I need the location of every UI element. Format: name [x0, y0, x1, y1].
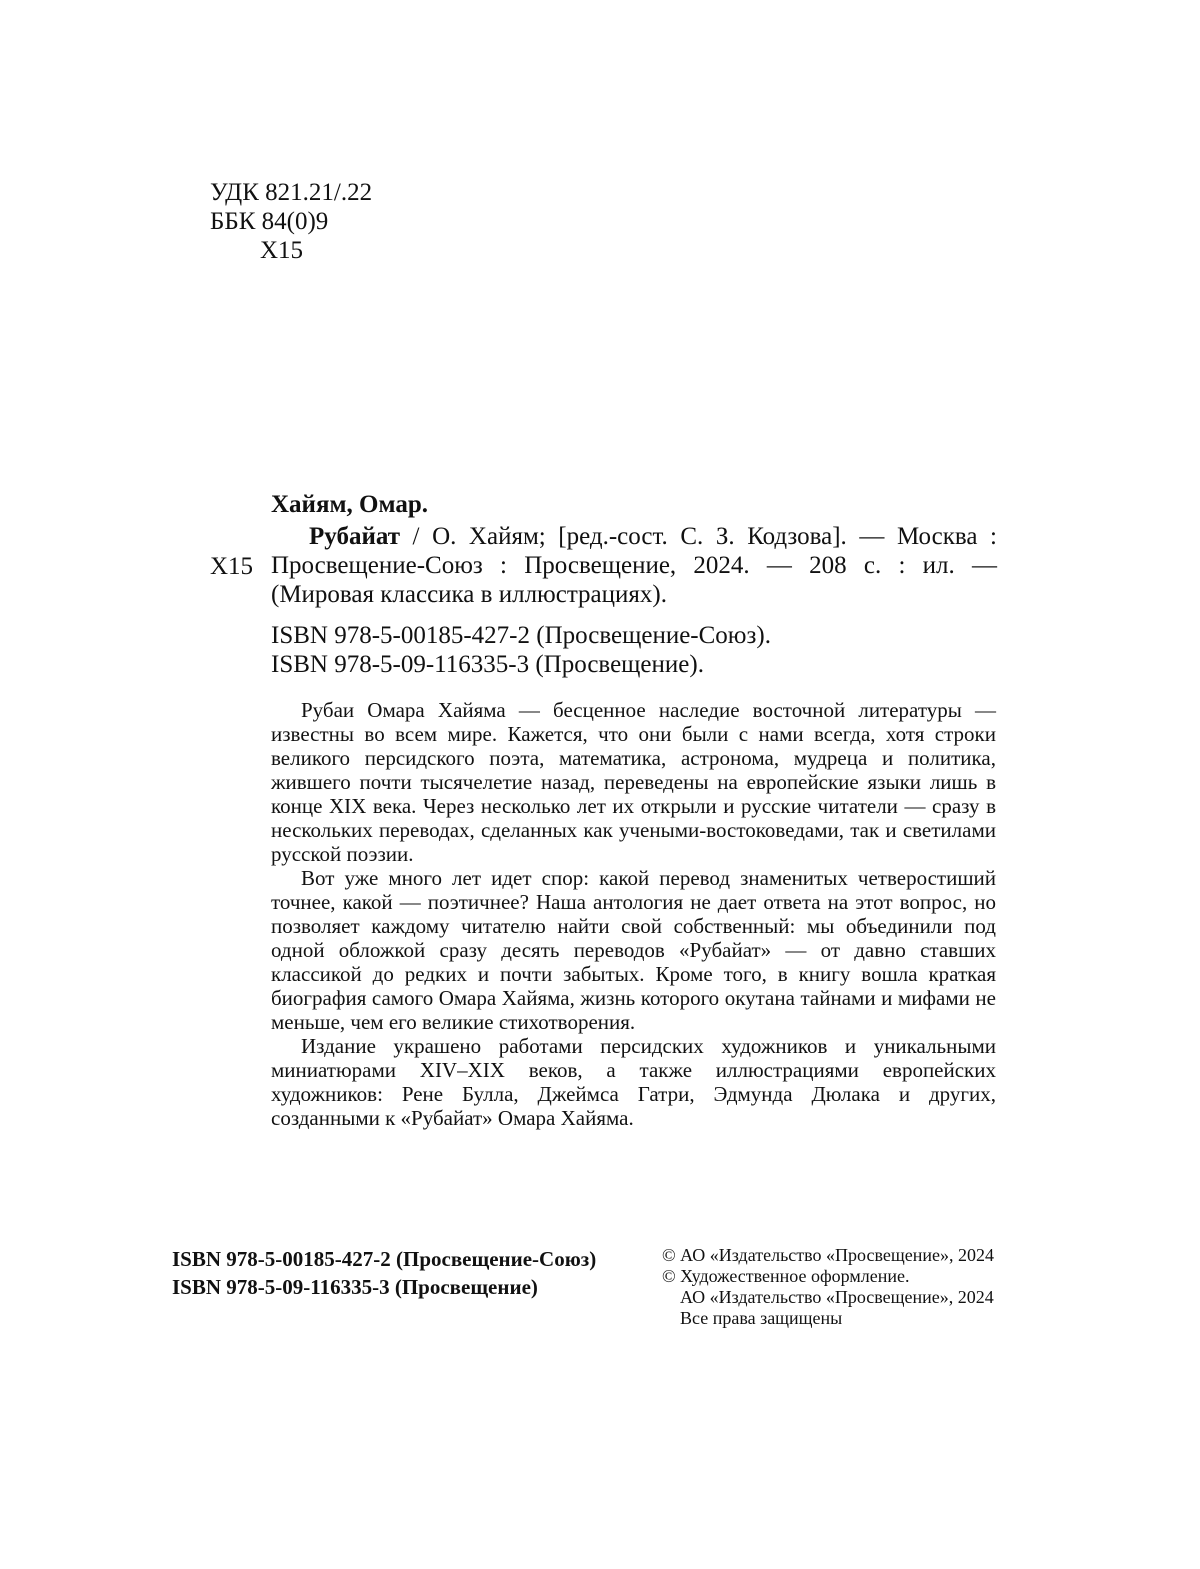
udk-code: УДК 821.21/.22: [210, 179, 373, 206]
record-isbn: ISBN 978-5-09-116335-3 (Просвещение).: [271, 651, 704, 678]
footer-isbn: ISBN 978-5-00185-427-2 (Просвещение-Союз): [172, 1247, 597, 1271]
copyright-line: АО «Издательство «Просвещение», 2024: [680, 1287, 994, 1307]
copyright-block: [662, 1245, 994, 1329]
copyright-line: © АО «Издательство «Просвещение», 2024: [662, 1245, 994, 1265]
record-isbn-list: [271, 621, 771, 679]
record-author-sign: Х15: [210, 553, 254, 580]
annotation-paragraph: Вот уже много лет идет спор: какой перевод знаменитых четверостиший точнее, какой — поэтичнее? Наша антология не дает ответа на этот вопрос, но позволяет каждому читателю найти свой собственный: мы объединили под одной обложкой сразу десять переводов «Рубайат» — от давно ставших классикой до редких и почти забытых. Кроме того, в книгу вошла краткая биография самого Омара Хайяма, жизнь которого окутана тайнами и мифами не меньше, чем его великие стихотворения.: [271, 866, 996, 1034]
annotation-paragraph: Рубаи Омара Хайяма — бесценное наследие восточной литературы — известны во всем мире. Кажется, что они были с нами всегда, хотя строки великого персидского поэта, математика, астронома, мудреца и политика, жившего почти тысячелетие назад, переведены на европейские языки лишь в конце XIX века. Через несколько лет их открыли и русские читатели — сразу в нескольких переводах, сделанных как учеными-востоковедами, так и светилами русской поэзии.: [271, 698, 996, 866]
footer-isbn: ISBN 978-5-09-116335-3 (Просвещение): [172, 1275, 538, 1299]
record-isbn: ISBN 978-5-00185-427-2 (Просвещение-Союз).: [271, 622, 771, 649]
record-description: / О. Хайям; [ред.-сост. С. З. Кодзова]. — Москва : Просвещение-Союз : Просвещение, 2024. — 208 с. : ил. — (Мировая классика в иллюстрациях).: [271, 523, 997, 608]
footer-isbn-block: [172, 1245, 596, 1301]
copyright-line: © Художественное оформление.: [662, 1266, 910, 1286]
record-title: Рубайат: [309, 523, 400, 550]
classification-block: [210, 178, 372, 265]
annotation-paragraph: Издание украшено работами персидских художников и уникальными миниатюрами XIV–XIX веков, а также иллюстрациями европейских художников: Рене Булла, Джеймса Гатри, Эдмунда Дюлака и других, созданными к «Рубайат» Омара Хайяма.: [271, 1034, 996, 1130]
record-author: Хайям, Омар.: [271, 491, 428, 518]
author-sign: Х15: [260, 237, 304, 264]
bbk-code: ББК 84(0)9: [210, 208, 329, 235]
rights-reserved: Все права защищены: [680, 1308, 843, 1328]
bibliographic-record: [271, 522, 997, 609]
annotation: [271, 698, 996, 1130]
